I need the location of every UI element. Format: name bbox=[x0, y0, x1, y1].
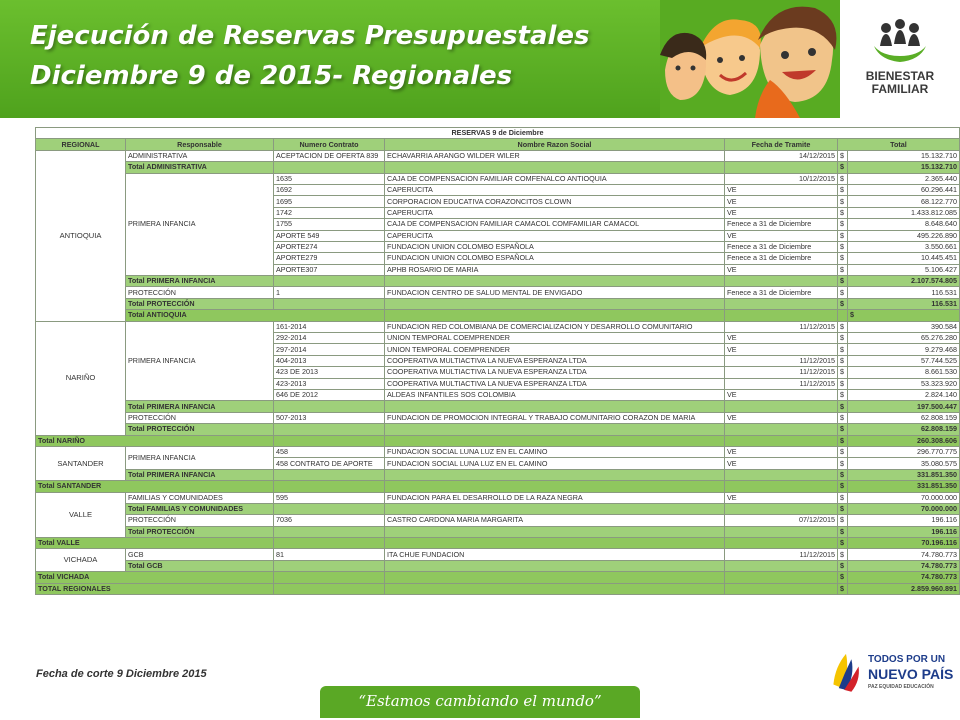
fecha-cell: VE bbox=[725, 264, 838, 275]
responsable-cell: PROTECCIÓN bbox=[126, 287, 274, 298]
fecha-cell: 14/12/2015 bbox=[725, 150, 838, 161]
razon-cell: UNION TEMPORAL COEMPRENDER bbox=[385, 333, 725, 344]
total-cell: 62.808.159 bbox=[848, 412, 960, 423]
fecha-cell: VE bbox=[725, 458, 838, 469]
region-total-row bbox=[36, 435, 960, 446]
contrato-cell: 1635 bbox=[274, 173, 385, 184]
col-header-razon-social: Nombre Razon Social bbox=[385, 139, 725, 150]
bienestar-logo bbox=[840, 0, 960, 118]
subtotal-row bbox=[36, 424, 960, 435]
currency-cell: $ bbox=[838, 219, 848, 230]
razon-cell: COOPERATIVA MULTIACTIVA LA NUEVA ESPERANZA LTDA bbox=[385, 378, 725, 389]
table-caption: RESERVAS 9 de Diciembre bbox=[36, 128, 960, 139]
subtotal-value: 15.132.710 bbox=[848, 162, 960, 173]
currency-cell: $ bbox=[838, 184, 848, 195]
fecha-cell: Fenece a 31 de Diciembre bbox=[725, 241, 838, 252]
subtotal-row bbox=[36, 503, 960, 514]
total-cell: 8.648.640 bbox=[848, 219, 960, 230]
razon-cell: ECHAVARRIA ARANGO WILDER WILER bbox=[385, 150, 725, 161]
currency-cell: $ bbox=[838, 515, 848, 526]
contrato-cell: 646 DE 2012 bbox=[274, 389, 385, 400]
currency-cell: $ bbox=[838, 230, 848, 241]
currency-cell: $ bbox=[838, 355, 848, 366]
total-cell: 116.531 bbox=[848, 287, 960, 298]
subtotal-row bbox=[36, 162, 960, 173]
currency-cell: $ bbox=[838, 538, 848, 549]
subtotal-label: Total PROTECCIÓN bbox=[126, 424, 274, 435]
page-title: Ejecución de Reservas Presupuestales bbox=[30, 21, 590, 51]
total-cell: 8.661.530 bbox=[848, 367, 960, 378]
contrato-cell: 297-2014 bbox=[274, 344, 385, 355]
total-cell: 2.824.140 bbox=[848, 389, 960, 400]
subtotal-label: Total PROTECCIÓN bbox=[126, 526, 274, 537]
slogan-text: “Estamos cambiando el mundo” bbox=[358, 692, 602, 710]
currency-cell: $ bbox=[838, 162, 848, 173]
razon-cell: ITA CHUE FUNDACION bbox=[385, 549, 725, 560]
currency-cell: $ bbox=[838, 367, 848, 378]
razon-cell: COOPERATIVA MULTIACTIVA LA NUEVA ESPERANZA LTDA bbox=[385, 367, 725, 378]
contrato-cell: APORTE274 bbox=[274, 241, 385, 252]
region-cell: VICHADA bbox=[36, 549, 126, 572]
fecha-cell: Fenece a 31 de Diciembre bbox=[725, 287, 838, 298]
razon-cell: CAJA DE COMPENSACION FAMILIAR CAMACOL COMFAMILIAR CAMACOL bbox=[385, 219, 725, 230]
responsable-cell: PRIMERA INFANCIA bbox=[126, 321, 274, 401]
total-cell: 60.296.441 bbox=[848, 184, 960, 195]
razon-cell: FUNDACION UNION COLOMBO ESPAÑOLA bbox=[385, 253, 725, 264]
total-cell: 15.132.710 bbox=[848, 150, 960, 161]
contrato-cell: APORTE279 bbox=[274, 253, 385, 264]
total-cell: 296.770.775 bbox=[848, 446, 960, 457]
region-cell: SANTANDER bbox=[36, 446, 126, 480]
currency-cell: $ bbox=[838, 276, 848, 287]
contrato-cell: 1755 bbox=[274, 219, 385, 230]
col-header-total: Total bbox=[838, 139, 960, 150]
colombia-flag-wave-icon bbox=[828, 648, 864, 694]
currency-cell: $ bbox=[838, 469, 848, 480]
contrato-cell: APORTE307 bbox=[274, 264, 385, 275]
subtotal-value: 62.808.159 bbox=[848, 424, 960, 435]
total-cell: 35.080.575 bbox=[848, 458, 960, 469]
subtotal-value: 2.107.574.805 bbox=[848, 276, 960, 287]
fecha-cell: 11/12/2015 bbox=[725, 378, 838, 389]
todos-por-un-nuevo-pais-logo bbox=[828, 646, 956, 696]
razon-cell: FUNDACION SOCIAL LUNA LUZ EN EL CAMINO bbox=[385, 446, 725, 457]
contrato-cell: 458 bbox=[274, 446, 385, 457]
fecha-cell: VE bbox=[725, 184, 838, 195]
currency-cell: $ bbox=[838, 287, 848, 298]
currency-cell: $ bbox=[838, 481, 848, 492]
table-row bbox=[36, 150, 960, 161]
col-header-responsable: Responsable bbox=[126, 139, 274, 150]
subtotal-value: 196.116 bbox=[848, 526, 960, 537]
contrato-cell: 1742 bbox=[274, 207, 385, 218]
contrato-cell: 1695 bbox=[274, 196, 385, 207]
fecha-cell: 11/12/2015 bbox=[725, 549, 838, 560]
region-total-label: Total VALLE bbox=[36, 538, 274, 549]
total-cell: 57.744.525 bbox=[848, 355, 960, 366]
table-row bbox=[36, 321, 960, 332]
subtotal-row bbox=[36, 401, 960, 412]
currency-cell: $ bbox=[838, 321, 848, 332]
currency-cell: $ bbox=[838, 196, 848, 207]
header-banner bbox=[0, 0, 960, 118]
table-row bbox=[36, 549, 960, 560]
razon-cell: FUNDACION UNION COLOMBO ESPAÑOLA bbox=[385, 241, 725, 252]
family-logo-icon bbox=[870, 16, 930, 64]
razon-cell: CAPERUCITA bbox=[385, 207, 725, 218]
subtotal-value: 197.500.447 bbox=[848, 401, 960, 412]
razon-cell: CAPERUCITA bbox=[385, 230, 725, 241]
razon-cell: CAPERUCITA bbox=[385, 184, 725, 195]
razon-cell: ALDEAS INFANTILES SOS COLOMBIA bbox=[385, 389, 725, 400]
razon-cell: FUNDACION SOCIAL LUNA LUZ EN EL CAMINO bbox=[385, 458, 725, 469]
total-cell: 3.550.661 bbox=[848, 241, 960, 252]
col-header-contrato: Numero Contrato bbox=[274, 139, 385, 150]
subtotal-label: Total PRIMERA INFANCIA bbox=[126, 276, 274, 287]
total-cell: 68.122.770 bbox=[848, 196, 960, 207]
razon-cell: UNION TEMPORAL COEMPRENDER bbox=[385, 344, 725, 355]
fecha-cell: Fenece a 31 de Diciembre bbox=[725, 219, 838, 230]
responsable-cell: FAMILIAS Y COMUNIDADES bbox=[126, 492, 274, 503]
region-total-label: Total ANTIOQUIA bbox=[126, 310, 385, 321]
subtotal-value: 70.000.000 bbox=[848, 503, 960, 514]
currency-cell: $ bbox=[838, 560, 848, 571]
slogan-banner bbox=[320, 686, 640, 718]
subtotal-label: Total FAMILIAS Y COMUNIDADES bbox=[126, 503, 274, 514]
region-total-value: 331.851.350 bbox=[848, 481, 960, 492]
currency-cell: $ bbox=[838, 298, 848, 309]
contrato-cell: 423 DE 2013 bbox=[274, 367, 385, 378]
razon-cell: FUNDACION RED COLOMBIANA DE COMERCIALIZACION Y DESARROLLO COMUNITARIO bbox=[385, 321, 725, 332]
currency-cell: $ bbox=[838, 503, 848, 514]
total-cell: 10.445.451 bbox=[848, 253, 960, 264]
fecha-cell: VE bbox=[725, 230, 838, 241]
fecha-cell: VE bbox=[725, 207, 838, 218]
contrato-cell: 161-2014 bbox=[274, 321, 385, 332]
contrato-cell: 7036 bbox=[274, 515, 385, 526]
subtotal-row bbox=[36, 526, 960, 537]
region-total-row bbox=[36, 572, 960, 583]
region-cell: ANTIOQUIA bbox=[36, 150, 126, 321]
total-cell: 495.226.890 bbox=[848, 230, 960, 241]
brand-name-2: FAMILIAR bbox=[871, 82, 929, 96]
col-header-fecha: Fecha de Tramite bbox=[725, 139, 838, 150]
currency-cell: $ bbox=[838, 572, 848, 583]
currency-cell: $ bbox=[848, 310, 960, 321]
children-illustration bbox=[660, 0, 840, 118]
table-row bbox=[36, 173, 960, 184]
region-total-row bbox=[36, 310, 960, 321]
currency-cell: $ bbox=[838, 150, 848, 161]
currency-cell: $ bbox=[838, 253, 848, 264]
total-cell: 74.780.773 bbox=[848, 549, 960, 560]
razon-cell: FUNDACION PARA EL DESARROLLO DE LA RAZA NEGRA bbox=[385, 492, 725, 503]
brand-name-1: BIENESTAR bbox=[865, 69, 935, 83]
fecha-corte-note: Fecha de corte 9 Diciembre 2015 bbox=[36, 668, 207, 680]
contrato-cell: 81 bbox=[274, 549, 385, 560]
region-total-value: 74.780.773 bbox=[848, 572, 960, 583]
total-cell: 196.116 bbox=[848, 515, 960, 526]
contrato-cell: 595 bbox=[274, 492, 385, 503]
fecha-cell: 11/12/2015 bbox=[725, 367, 838, 378]
responsable-cell: GCB bbox=[126, 549, 274, 560]
region-total-label: Total VICHADA bbox=[36, 572, 274, 583]
currency-cell: $ bbox=[838, 583, 848, 594]
region-total-label: Total SANTANDER bbox=[36, 481, 274, 492]
subtotal-row bbox=[36, 560, 960, 571]
tp-line-2: NUEVO PAÍS bbox=[868, 666, 954, 682]
region-total-value: 70.196.116 bbox=[848, 538, 960, 549]
fecha-cell: VE bbox=[725, 492, 838, 503]
subtotal-label: Total PRIMERA INFANCIA bbox=[126, 401, 274, 412]
region-total-label: Total NARIÑO bbox=[36, 435, 274, 446]
contrato-cell: ACEPTACION DE OFERTA 839 bbox=[274, 150, 385, 161]
col-header-regional: REGIONAL bbox=[36, 139, 126, 150]
fecha-cell: 11/12/2015 bbox=[725, 321, 838, 332]
currency-cell: $ bbox=[838, 424, 848, 435]
contrato-cell: 1 bbox=[274, 287, 385, 298]
total-cell: 53.323.920 bbox=[848, 378, 960, 389]
grand-total-label: TOTAL REGIONALES bbox=[36, 583, 274, 594]
currency-cell: $ bbox=[838, 401, 848, 412]
fecha-cell: VE bbox=[725, 389, 838, 400]
subtotal-value: 116.531 bbox=[848, 298, 960, 309]
currency-cell: $ bbox=[838, 378, 848, 389]
razon-cell: COOPERATIVA MULTIACTIVA LA NUEVA ESPERANZA LTDA bbox=[385, 355, 725, 366]
subtotal-label: Total PRIMERA INFANCIA bbox=[126, 469, 274, 480]
fecha-cell: 11/12/2015 bbox=[725, 355, 838, 366]
page-subtitle: Diciembre 9 de 2015- Regionales bbox=[30, 61, 513, 91]
table-caption-row bbox=[36, 128, 960, 139]
contrato-cell: 292-2014 bbox=[274, 333, 385, 344]
contrato-cell: 423-2013 bbox=[274, 378, 385, 389]
fecha-cell: VE bbox=[725, 333, 838, 344]
currency-cell: $ bbox=[838, 458, 848, 469]
responsable-cell: PROTECCIÓN bbox=[126, 412, 274, 423]
table-row bbox=[36, 412, 960, 423]
table-header-row bbox=[36, 139, 960, 150]
fecha-cell: VE bbox=[725, 196, 838, 207]
razon-cell: FUNDACION DE PROMOCION INTEGRAL Y TRABAJO COMUNITARIO CORAZON DE MARIA bbox=[385, 412, 725, 423]
subtotal-row bbox=[36, 469, 960, 480]
tp-line-3: PAZ EQUIDAD EDUCACIÓN bbox=[868, 684, 934, 690]
subtotal-label: Total GCB bbox=[126, 560, 274, 571]
currency-cell: $ bbox=[838, 435, 848, 446]
currency-cell: $ bbox=[838, 241, 848, 252]
responsable-cell: PRIMERA INFANCIA bbox=[126, 173, 274, 276]
currency-cell: $ bbox=[838, 344, 848, 355]
razon-cell: CASTRO CARDONA MARIA MARGARITA bbox=[385, 515, 725, 526]
region-total-value: 260.308.606 bbox=[848, 435, 960, 446]
subtotal-value: 331.851.350 bbox=[848, 469, 960, 480]
razon-cell: APHB ROSARIO DE MARIA bbox=[385, 264, 725, 275]
responsable-cell: PRIMERA INFANCIA bbox=[126, 446, 274, 469]
total-cell: 70.000.000 bbox=[848, 492, 960, 503]
fecha-cell: Fenece a 31 de Diciembre bbox=[725, 253, 838, 264]
region-total-row bbox=[36, 538, 960, 549]
responsable-cell: ADMINISTRATIVA bbox=[126, 150, 274, 161]
fecha-cell: VE bbox=[725, 446, 838, 457]
total-cell: 2.365.440 bbox=[848, 173, 960, 184]
currency-cell: $ bbox=[838, 173, 848, 184]
reservas-table-wrapper bbox=[35, 127, 959, 595]
reservas-table bbox=[35, 127, 960, 595]
total-cell: 1.433.812.085 bbox=[848, 207, 960, 218]
contrato-cell: APORTE 549 bbox=[274, 230, 385, 241]
currency-cell: $ bbox=[838, 549, 848, 560]
subtotal-label: Total PROTECCIÓN bbox=[126, 298, 274, 309]
tp-line-1: TODOS POR UN bbox=[868, 654, 946, 665]
currency-cell: $ bbox=[838, 526, 848, 537]
subtotal-row bbox=[36, 298, 960, 309]
table-row bbox=[36, 515, 960, 526]
table-row bbox=[36, 492, 960, 503]
contrato-cell: 1692 bbox=[274, 184, 385, 195]
region-cell: VALLE bbox=[36, 492, 126, 538]
grand-total-row bbox=[36, 583, 960, 594]
currency-cell: $ bbox=[838, 412, 848, 423]
currency-cell: $ bbox=[838, 492, 848, 503]
contrato-cell: 507-2013 bbox=[274, 412, 385, 423]
currency-cell: $ bbox=[838, 207, 848, 218]
table-row bbox=[36, 446, 960, 457]
currency-cell: $ bbox=[838, 333, 848, 344]
contrato-cell: 458 CONTRATO DE APORTE bbox=[274, 458, 385, 469]
region-total-row bbox=[36, 481, 960, 492]
currency-cell: $ bbox=[838, 389, 848, 400]
total-cell: 65.276.280 bbox=[848, 333, 960, 344]
currency-cell: $ bbox=[838, 264, 848, 275]
region-cell: NARIÑO bbox=[36, 321, 126, 435]
total-cell: 9.279.468 bbox=[848, 344, 960, 355]
subtotal-row bbox=[36, 276, 960, 287]
table-row bbox=[36, 287, 960, 298]
total-cell: 390.584 bbox=[848, 321, 960, 332]
fecha-cell: 07/12/2015 bbox=[725, 515, 838, 526]
fecha-cell: VE bbox=[725, 344, 838, 355]
subtotal-label: Total ADMINISTRATIVA bbox=[126, 162, 274, 173]
responsable-cell: PROTECCIÓN bbox=[126, 515, 274, 526]
grand-total-value: 2.859.960.891 bbox=[848, 583, 960, 594]
total-cell: 5.106.427 bbox=[848, 264, 960, 275]
currency-cell: $ bbox=[838, 446, 848, 457]
contrato-cell: 404-2013 bbox=[274, 355, 385, 366]
subtotal-value: 74.780.773 bbox=[848, 560, 960, 571]
fecha-cell: VE bbox=[725, 412, 838, 423]
razon-cell: CAJA DE COMPENSACION FAMILIAR COMFENALCO ANTIOQUIA bbox=[385, 173, 725, 184]
razon-cell: CORPORACION EDUCATIVA CORAZONCITOS CLOWN bbox=[385, 196, 725, 207]
fecha-cell: 10/12/2015 bbox=[725, 173, 838, 184]
razon-cell: FUNDACION CENTRO DE SALUD MENTAL DE ENVIGADO bbox=[385, 287, 725, 298]
